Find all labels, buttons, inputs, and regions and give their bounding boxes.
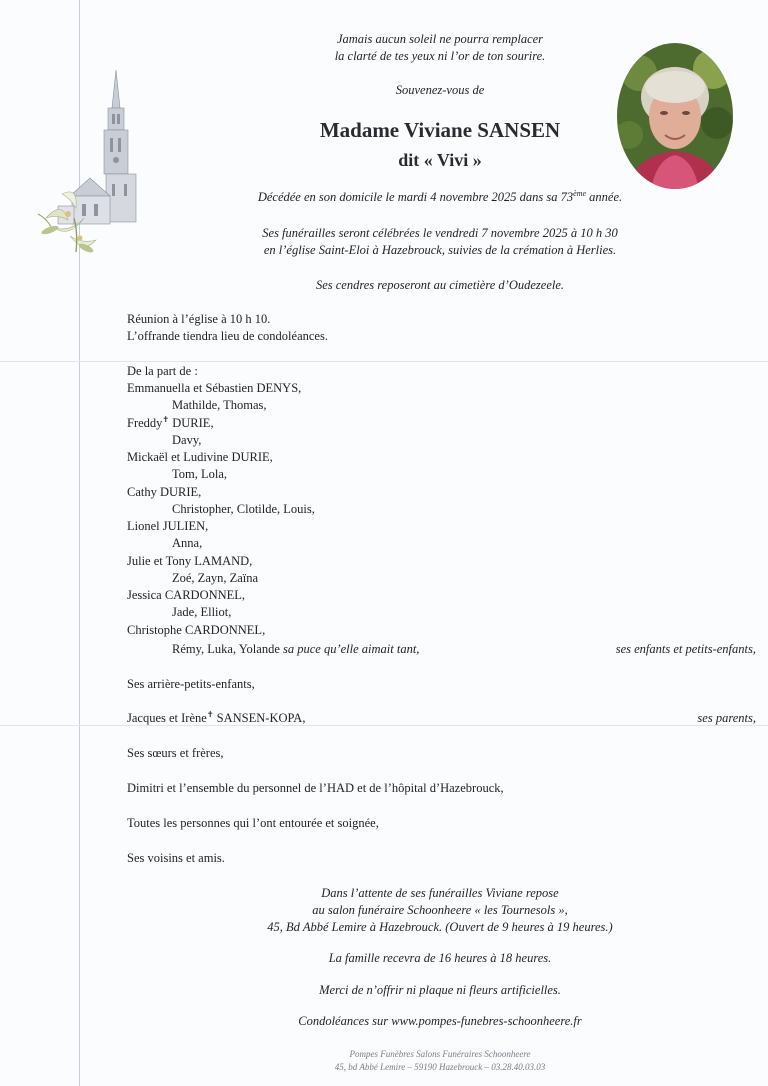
- footer-company: Pompes Funèbres Salons Funéraires Schoonheere: [349, 1049, 531, 1059]
- siblings-line: Ses sœurs et frères,: [127, 746, 224, 760]
- parents-names: Jacques et Irène: [127, 711, 207, 725]
- family-member-name: Christophe CARDONNEL,: [127, 623, 266, 637]
- neighbors-line: Ses voisins et amis.: [127, 851, 225, 865]
- children-label: ses enfants et petits-enfants,: [615, 642, 756, 656]
- staff-line: Dimitri et l’ensemble du personnel de l’HAD et de l’hôpital d’Hazebrouck,: [127, 781, 504, 795]
- family-list-item: [127, 485, 201, 500]
- family-list-item: [127, 554, 252, 569]
- parents-surname: SANSEN-KOPA,: [213, 711, 306, 725]
- deceased-cross-mark: ✝: [162, 414, 170, 424]
- family-list-item: [172, 467, 227, 482]
- family-list-item: [172, 398, 267, 413]
- ashes-text: Ses cendres reposeront au cimetière d’Oudezeele.: [315, 278, 565, 292]
- church-lily-illustration: [32, 68, 142, 258]
- family-member-name: Anna,: [172, 536, 203, 550]
- death-notice-text: Décédée en son domicile le mardi 4 novembre 2025 dans sa 73: [257, 190, 574, 204]
- death-notice: [200, 189, 680, 206]
- family-member-name: Lionel JULIEN,: [127, 519, 209, 533]
- family-list-item: [127, 588, 245, 603]
- family-member-name: Zoé, Zayn, Zaïna: [172, 571, 259, 585]
- family-list-item: [127, 519, 208, 534]
- death-notice-ordinal: ème: [573, 188, 587, 198]
- family-list-item: [172, 571, 258, 586]
- family-list-item: [127, 416, 214, 431]
- family-member-name: Jade, Elliot,: [172, 605, 232, 619]
- family-member-name: Julie et Tony LAMAND,: [127, 554, 253, 568]
- family-member-name: Cathy DURIE,: [127, 485, 202, 499]
- fold-line-lower: [0, 725, 768, 726]
- funeral-line-1: Ses funérailles seront célébrées le vendredi 7 novembre 2025 à 10 h 30: [262, 226, 618, 240]
- footer-address: 45, bd Abbé Lemire – 59190 Hazebrouck – 03.28.40.03.03: [334, 1062, 546, 1072]
- family-member-name: Davy,: [172, 433, 202, 447]
- family-last-names: Rémy, Luka, Yolande: [172, 642, 280, 656]
- family-list-item: [127, 623, 265, 638]
- parents-label: ses parents,: [697, 711, 756, 725]
- family-list-item: [127, 381, 301, 396]
- family-list-item: [172, 502, 315, 517]
- family-last-line: [172, 642, 419, 657]
- condolences-website: Condoléances sur www.pompes-funebres-schoonheere.fr: [298, 1014, 582, 1028]
- family-list-item: [172, 605, 231, 620]
- family-list-item: [127, 450, 273, 465]
- parents-cross: ✝: [206, 709, 214, 719]
- caregivers-line: Toutes les personnes qui l’ont entourée et soignée,: [127, 816, 379, 830]
- deceased-nickname: dit « Vivi »: [398, 150, 482, 170]
- great-grandchildren: Ses arrière-petits-enfants,: [127, 677, 255, 691]
- family-member-name: Jessica CARDONNEL,: [127, 588, 246, 602]
- poem-line-1: Jamais aucun soleil ne pourra remplacer: [336, 32, 544, 46]
- salon-line-3: 45, Bd Abbé Lemire à Hazebrouck. (Ouvert de 9 heures à 19 heures.): [267, 920, 613, 934]
- salon-line-2: au salon funéraire Schoonheere « les Tournesols »,: [312, 903, 568, 917]
- family-member-name: Emmanuella et Sébastien DENYS,: [127, 381, 302, 395]
- deceased-name: Madame Viviane SANSEN: [319, 118, 561, 142]
- family-member-name: Mathilde, Thomas,: [172, 398, 267, 412]
- family-member-name: Mickaël et Ludivine DURIE,: [127, 450, 273, 464]
- family-member-name: Freddy: [127, 416, 163, 430]
- parents-line: [127, 711, 305, 726]
- family-member-name: Tom, Lola,: [172, 467, 228, 481]
- death-notice-end: année.: [586, 190, 623, 204]
- visit-hours: La famille recevra de 16 heures à 18 heures.: [328, 951, 552, 965]
- meeting-line-2: L’offrande tiendra lieu de condoléances.: [127, 329, 328, 343]
- funeral-line-2: en l’église Saint-Eloi à Hazebrouck, suivies de la crémation à Herlies.: [263, 243, 617, 257]
- salon-line-1: Dans l’attente de ses funérailles Viviane repose: [321, 886, 559, 900]
- family-list-item: [172, 536, 202, 551]
- meeting-line-1: Réunion à l’église à 10 h 10.: [127, 312, 271, 326]
- remember-text: Souvenez-vous de: [395, 83, 485, 97]
- family-last-note: sa puce qu’elle aimait tant,: [279, 642, 420, 656]
- family-member-name: Christopher, Clotilde, Louis,: [172, 502, 315, 516]
- family-intro: De la part de :: [127, 364, 198, 378]
- no-flowers-note: Merci de n’offrir ni plaque ni fleurs artificielles.: [319, 983, 561, 997]
- fold-line-upper: [0, 361, 768, 362]
- poem-line-2: la clarté de tes yeux ni l’or de ton sourire.: [334, 49, 546, 63]
- family-list-item: [172, 433, 201, 448]
- family-member-surname: DURIE,: [169, 416, 214, 430]
